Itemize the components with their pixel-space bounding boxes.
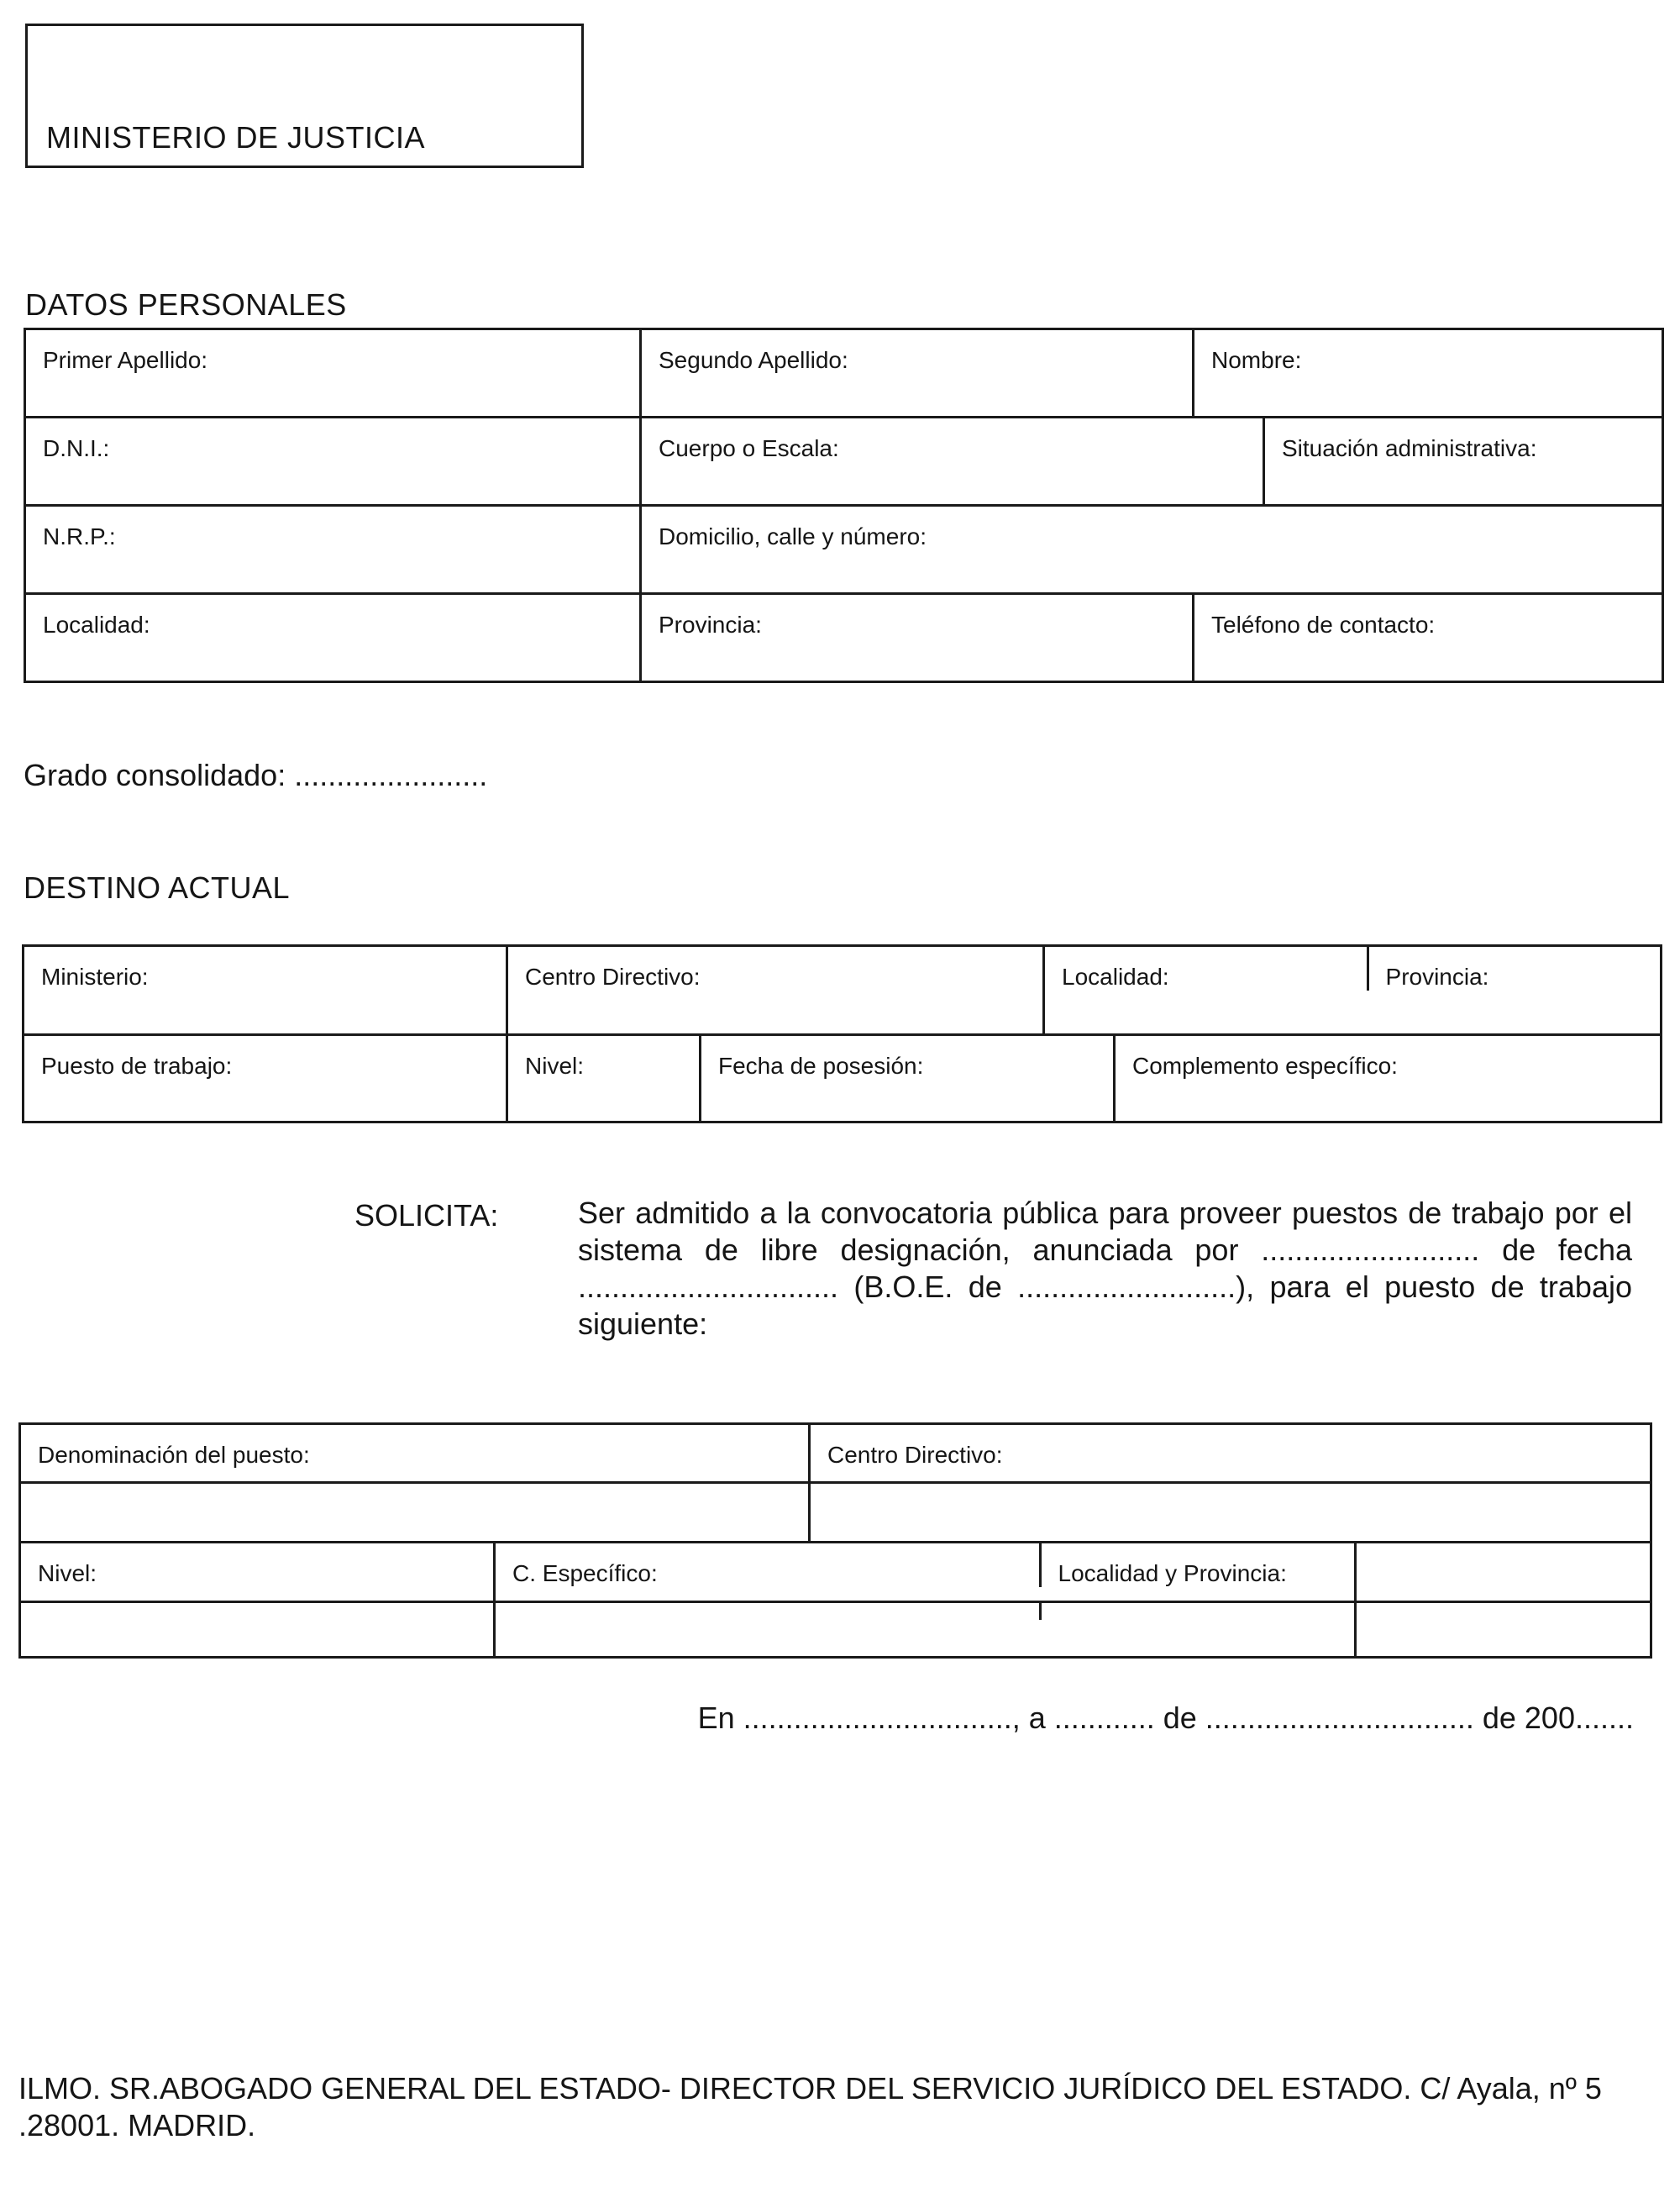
- post-name-input[interactable]: [20, 1483, 810, 1543]
- post-province-field[interactable]: Provincia:: [1385, 964, 1489, 990]
- personal-data-title: DATOS PERSONALES: [25, 287, 347, 322]
- requested-level-label: Nivel:: [20, 1543, 495, 1602]
- request-label: SOLICITA:: [354, 1198, 499, 1233]
- current-post-title: DESTINO ACTUAL: [24, 870, 291, 905]
- request-text: Ser admitido a la convocatoria pública para proveer puestos de trabajo por el sistema de libre designación, anunciada por .......................... de fecha ............................... (B.O.E. de ..........................), para el puesto de trabajo siguiente:: [578, 1196, 1632, 1341]
- requested-directorate-input[interactable]: [810, 1483, 1651, 1543]
- specific-input[interactable]: [496, 1603, 1040, 1620]
- post-locality-field[interactable]: Localidad:: [1045, 947, 1368, 991]
- current-post-table: [22, 944, 1662, 1123]
- corps-field[interactable]: Cuerpo o Escala:: [641, 418, 1264, 506]
- locality-field[interactable]: Localidad:: [25, 594, 641, 682]
- phone-field[interactable]: Teléfono de contacto:: [1194, 594, 1663, 682]
- specific-complement-field[interactable]: Complemento específico:: [1115, 1035, 1662, 1122]
- possession-date-field[interactable]: Fecha de posesión:: [701, 1035, 1115, 1122]
- admin-status-field[interactable]: Situación administrativa:: [1264, 418, 1663, 506]
- addressee-line-1: ILMO. SR.ABOGADO GENERAL DEL ESTADO- DIRECTOR DEL SERVICIO JURÍDICO DEL ESTADO. C/ Ayala, nº 5: [18, 2071, 1602, 2106]
- ministry-field[interactable]: Ministerio:: [24, 946, 507, 1035]
- requested-level-input[interactable]: [20, 1602, 495, 1658]
- province-field[interactable]: Provincia:: [641, 594, 1194, 682]
- requested-directorate-label: Centro Directivo:: [810, 1424, 1651, 1483]
- specific-label: C. Específico:: [496, 1543, 1040, 1587]
- place-date-line[interactable]: En ................................, a ............ de ................................ de 200.......: [697, 1701, 1634, 1735]
- dni-field[interactable]: D.N.I.:: [25, 418, 641, 506]
- locality-province-label: Localidad y Provincia:: [1058, 1560, 1287, 1586]
- post-name-label: Denominación del puesto:: [20, 1424, 810, 1483]
- ministry-name: MINISTERIO DE JUSTICIA: [46, 120, 426, 155]
- name-field[interactable]: Nombre:: [1194, 329, 1663, 418]
- first-surname-field[interactable]: Primer Apellido:: [25, 329, 641, 418]
- directorate-field[interactable]: Centro Directivo:: [507, 946, 1044, 1035]
- second-surname-field[interactable]: Segundo Apellido:: [641, 329, 1194, 418]
- personal-data-table: [24, 328, 1664, 683]
- nrp-field[interactable]: N.R.P.:: [25, 506, 641, 594]
- requested-post-table: [18, 1422, 1652, 1659]
- ministry-header-box: [25, 24, 584, 168]
- consolidated-grade-line[interactable]: Grado consolidado: .......................: [24, 758, 488, 792]
- level-field[interactable]: Nivel:: [507, 1035, 701, 1122]
- address-field[interactable]: Domicilio, calle y número:: [641, 506, 1663, 594]
- addressee-line-2: .28001. MADRID.: [18, 2108, 256, 2142]
- locality-province-input[interactable]: [1040, 1603, 1354, 1620]
- job-post-field[interactable]: Puesto de trabajo:: [24, 1035, 507, 1122]
